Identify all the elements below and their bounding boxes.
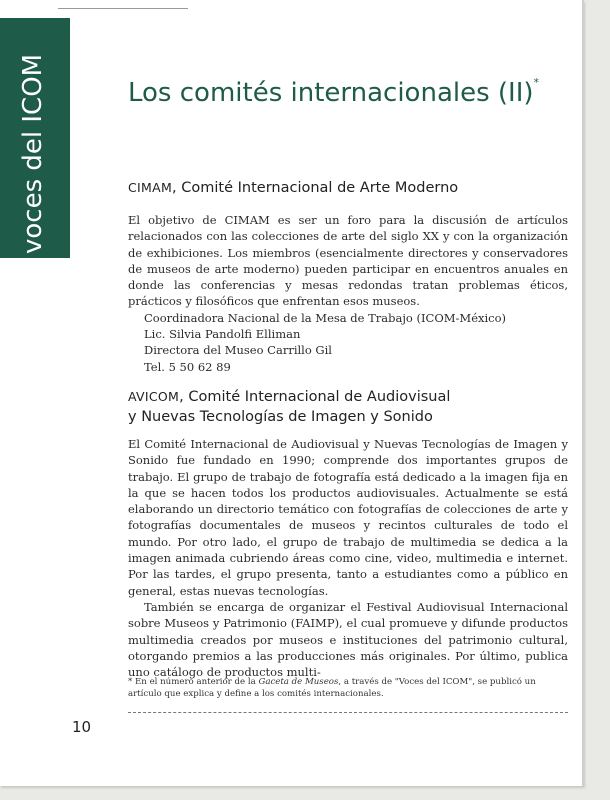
avicom-heading (128, 387, 450, 427)
avicom-heading-line1: , Comité Internacional de Audiovisual (179, 389, 451, 405)
cimam-contact-role: Coordinadora Nacional de la Mesa de Trabajo (ICOM-México) (144, 310, 507, 325)
footnote-marker: * (533, 76, 540, 89)
top-rule (58, 8, 188, 9)
section-tab-label: voces del ICOM (18, 53, 48, 254)
footnote (128, 676, 570, 700)
cimam-contact-phone: Tel. 5 50 62 89 (144, 359, 231, 374)
page-title-text: Los comités internacionales (II) (128, 78, 534, 108)
footnote-suffix: , a través de "Voces del ICOM", se publicó un artículo que explica y define a los comités internacionales. (128, 677, 536, 699)
page-title (128, 78, 578, 108)
avicom-paragraph-1: El Comité Internacional de Audiovisual y Nuevas Tecnologías de Imagen y Sonido fue fundado en 1990; comprende dos importantes grupos de trabajo. El grupo de trabajo de fotografía está dedicado a la imagen fija en la que se hacen todos los productos audiovisuales. Actualmente se está elaborando un directorio temático con fotografías de colecciones de arte y fotografías documentales de museos y recintos culturales de todo el mundo. Por otro lado, el grupo de trabajo de multimedia se dedica a la imagen animada cubriendo áreas como cine, video, multimedia e internet. Por las tardes, el grupo presenta, tanto a estudiantes como a público en general, estas nuevas tecnologías. (128, 437, 568, 598)
avicom-acronym: AVICOM (128, 389, 180, 404)
footnote-prefix: * En el número anterior de la (128, 677, 259, 687)
cimam-body: El objetivo de CIMAM es ser un foro para la discusión de artículos relacionados con las colecciones de arte del siglo XX y con la organización de exhibiciones. Los miembros (esencialmente directores y conservadores de museos de arte moderno) pueden participar en encuentros anuales en donde las conferencias y mesas redondas tratan problemas éticos, prácticos y filosóficos que enfrentan esos museos. (128, 213, 568, 309)
cimam-heading-text: , Comité Internacional de Arte Moderno (172, 180, 459, 196)
cimam-acronym: CIMAM (128, 180, 173, 195)
cimam-section (128, 212, 568, 375)
page-number: 10 (72, 718, 92, 736)
cimam-contact-name: Lic. Silvia Pandolfi Elliman (144, 327, 301, 342)
cimam-heading (128, 178, 458, 198)
avicom-heading-line2: y Nuevas Tecnologías de Imagen y Sonido (128, 409, 433, 425)
avicom-paragraph-2: También se encarga de organizar el Festival Audiovisual Internacional sobre Museos y Patrimonio (FAIMP), el cual promueve y difunde productos multimedia creados por museos e instituciones del patrimonio cultural, otorgando premios a las producciones más originales. Por último, publica uno catálogo de productos multi- (128, 599, 568, 680)
section-tab (0, 18, 70, 258)
footnote-journal: Gaceta de Museos (258, 677, 339, 687)
avicom-section (128, 436, 568, 680)
cimam-contact-position: Directora del Museo Carrillo Gil (144, 343, 332, 358)
bottom-rule (128, 712, 568, 713)
